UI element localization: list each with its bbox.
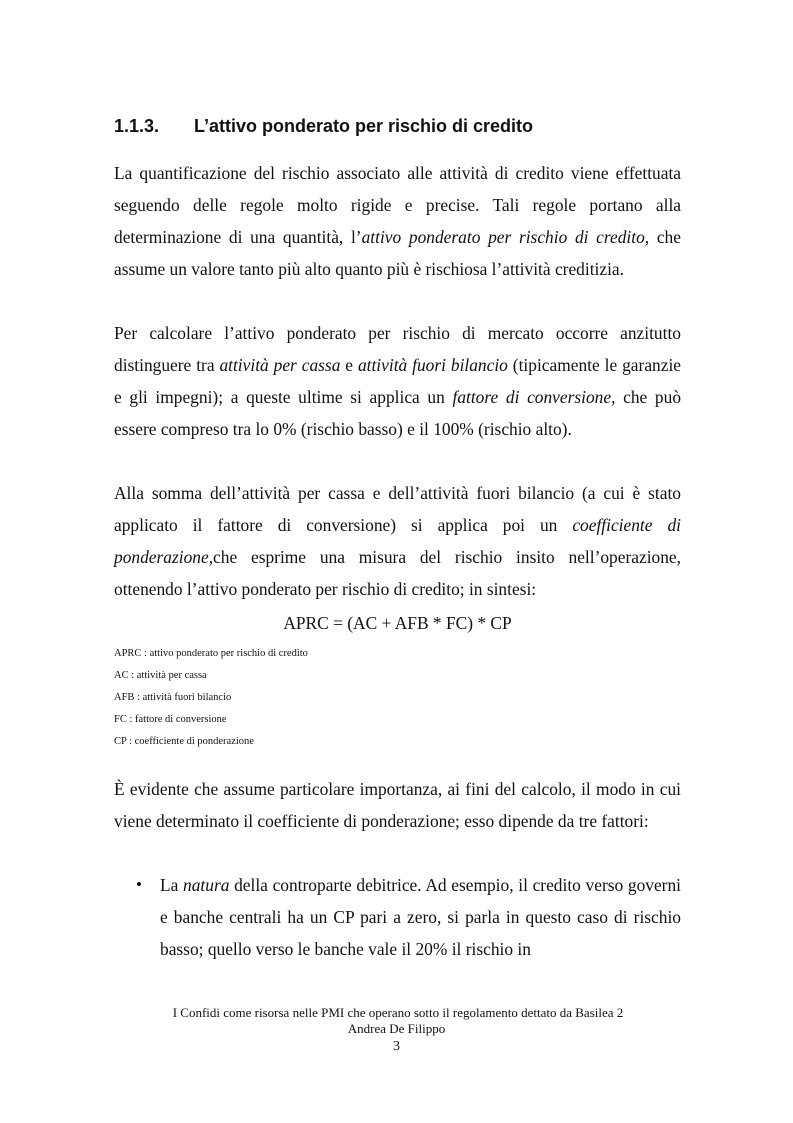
legend-item: AC : attività per cassa (114, 670, 207, 681)
formula-legend (114, 643, 308, 753)
formula: APRC = (AC + AFB * FC) * CP (283, 613, 512, 633)
paragraph-1-italic: attivo ponderato per rischio di credito (361, 227, 645, 247)
paragraph-3-text: Alla somma dell’attività per cassa e dell’attività fuori bilancio (a cui è stato applicato il fattore di conversione) si applica poi un (114, 483, 681, 535)
legend-item: APRC : attivo ponderato per rischio di credito (114, 648, 308, 659)
section-heading (114, 113, 533, 139)
paragraph-1 (114, 157, 681, 285)
section-number: 1.1.3. (114, 116, 160, 136)
footer-author: Andrea De Filippo (347, 1021, 446, 1036)
section-title: L’attivo ponderato per rischio di credito (194, 116, 534, 136)
paragraph-4-text: È evidente che assume particolare importanza, ai fini del calcolo, il modo in cui viene determinato il coefficiente di ponderazione; esso dipende da tre fattori: (114, 779, 681, 831)
paragraph-4 (114, 773, 681, 837)
paragraph-3 (114, 477, 681, 605)
footer-title: I Confidi come risorsa nelle PMI che operano sotto il regolamento dettato da Basilea 2 (172, 1005, 624, 1020)
paragraph-1-text-end: , che assume un valore tanto più alto quanto più è rischiosa l’attività creditizia. (114, 227, 681, 279)
paragraph-2-text-4: , che può essere compreso tra lo 0% (rischio basso) e il 100% (rischio alto). (114, 387, 682, 439)
bullet-icon: • (136, 875, 142, 894)
paragraph-3-italic: coefficiente di ponderazione (114, 515, 681, 567)
bullet-text-end: della controparte debitrice. Ad esempio, il credito verso governi e banche centrali ha un CP pari a zero, si parla in questo caso di rischio basso; quello verso le banche vale il 20% il rischio in (160, 875, 681, 959)
legend-item: CP : coefficiente di ponderazione (114, 736, 254, 747)
bullet-list-item (114, 869, 681, 965)
paragraph-2-italic-1: attività per cassa (219, 355, 341, 375)
legend-item: AFB : attività fuori bilancio (114, 692, 232, 703)
page-footer (0, 1005, 793, 1056)
paragraph-2-italic-2: attività fuori bilancio (357, 355, 508, 375)
bullet-italic: natura (183, 875, 230, 895)
paragraph-2-text: Per calcolare l’attivo ponderato per rischio di mercato occorre anzitutto distinguere tra (114, 323, 681, 375)
paragraph-1-text: La quantificazione del rischio associato alle attività di credito viene effettuata seguendo delle regole molto rigide e precise. Tali regole portano alla determinazione di una quantità, l’ (114, 163, 681, 247)
bullet-text: La (160, 875, 184, 895)
paragraph-2-text-2: e (340, 355, 358, 375)
paragraph-2-italic-3: fattore di conversione (452, 387, 612, 407)
paragraph-2-text-3: (tipicamente le garanzie e gli impegni); a queste ultime si applica un (114, 355, 681, 407)
legend-item: FC : fattore di conversione (114, 714, 227, 725)
paragraph-3-text-end: ,che esprime una misura del rischio insito nell’operazione, ottenendo l’attivo ponderato per rischio di credito; in sintesi: (114, 547, 681, 599)
page-number: 3 (393, 1039, 400, 1054)
paragraph-2 (114, 317, 681, 445)
